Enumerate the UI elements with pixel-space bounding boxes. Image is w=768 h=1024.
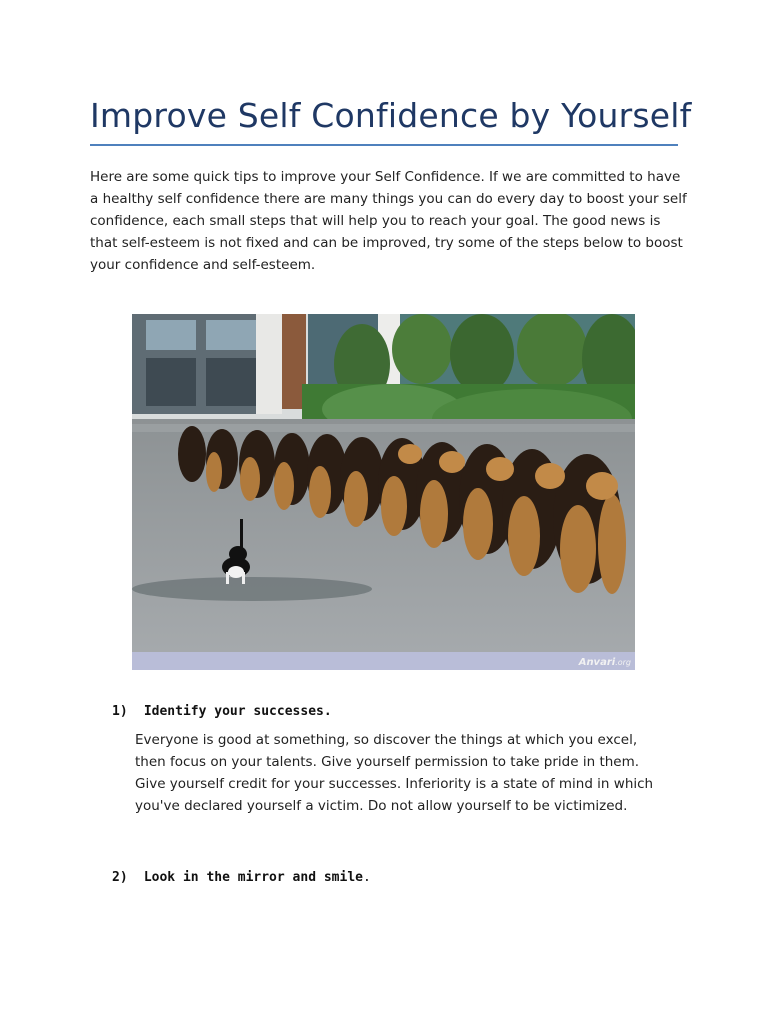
- tip-1-body: Everyone is good at something, so discover the things at which you excel, then focus on your talents. Give yourself permission to take pride in them. Give yourself credit for your successes. Inferiority is a state of mind in which you've declared yourself a victim. Do not allow yourself to be victimized.: [135, 732, 654, 814]
- tip-2-heading: [112, 870, 672, 885]
- tip-1-number: 1): [112, 704, 128, 719]
- tip-2-period: .: [362, 870, 371, 885]
- photo-watermark: Anvari.org: [578, 657, 631, 668]
- page-title: Improve Self Confidence by Yourself: [90, 96, 692, 135]
- intro-paragraph: Here are some quick tips to improve your Self Confidence. If we are committed to have a healthy self confidence there are many things you can do every day to boost your self confidence, each small steps that will help you to reach your goal. The good news is that self-esteem is not fixed and can be improved, try some of the steps below to boost your confidence and self-esteem.: [90, 169, 687, 273]
- dogs-and-cat-photo: [132, 314, 635, 670]
- tip-2-title: Look in the mirror and smile: [143, 870, 363, 885]
- tip-1-heading: [112, 704, 672, 719]
- tip-1-title: Identify your successes.: [143, 704, 332, 719]
- title-underline: [90, 144, 678, 146]
- photo-illustration: [132, 314, 635, 670]
- tip-2-number: 2): [112, 870, 128, 885]
